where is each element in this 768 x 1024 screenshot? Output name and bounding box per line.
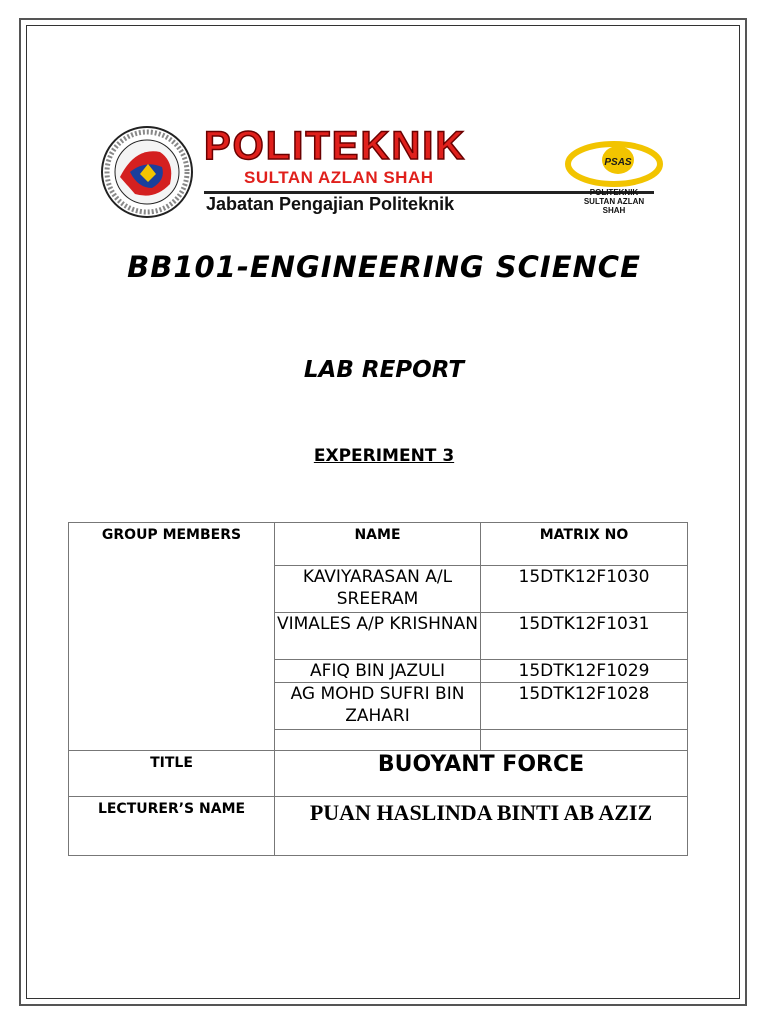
member-name: KAVIYARASAN A/L SREERAM (275, 566, 481, 613)
title-value: BUOYANT FORCE (275, 751, 688, 797)
lecturer-label: LECTURER’S NAME (69, 797, 275, 856)
psas-badge-text: PSAS (604, 157, 632, 168)
ministry-seal-icon (100, 122, 194, 222)
experiment-label: EXPERIMENT 3 (313, 446, 455, 466)
member-matrix: 15DTK12F1029 (481, 660, 688, 683)
table-header-row (69, 523, 688, 566)
empty-cell (481, 730, 688, 751)
member-name: VIMALES A/P KRISHNAN (275, 613, 481, 660)
name-header: NAME (275, 523, 481, 566)
group-members-label: GROUP MEMBERS (69, 523, 275, 751)
lecturer-row (69, 797, 688, 856)
title-row (69, 751, 688, 797)
psas-label: POLITEKNIK (589, 188, 639, 197)
course-title: BB101-ENGINEERING SCIENCE (127, 250, 641, 284)
brand-sub-text: SULTAN AZLAN SHAH (244, 168, 434, 187)
member-name: AG MOHD SUFRI BIN ZAHARI (275, 683, 481, 730)
brand-main-text: POLITEKNIK (204, 124, 467, 168)
member-matrix: 15DTK12F1030 (481, 566, 688, 613)
psas-sublabel: SULTAN AZLAN SHAH (583, 197, 645, 215)
member-matrix: 15DTK12F1028 (481, 683, 688, 730)
report-type: LAB REPORT (303, 357, 465, 383)
report-info-table (68, 522, 688, 856)
department-text: Jabatan Pengajian Politeknik (206, 194, 455, 214)
empty-cell (275, 730, 481, 751)
title-label: TITLE (69, 751, 275, 797)
lecturer-value: PUAN HASLINDA BINTI AB AZIZ (275, 797, 688, 856)
matrix-header: MATRIX NO (481, 523, 688, 566)
member-name: AFIQ BIN JAZULI (275, 660, 481, 683)
psas-caption (574, 188, 654, 215)
header-logos (96, 118, 668, 228)
member-matrix: 15DTK12F1031 (481, 613, 688, 660)
